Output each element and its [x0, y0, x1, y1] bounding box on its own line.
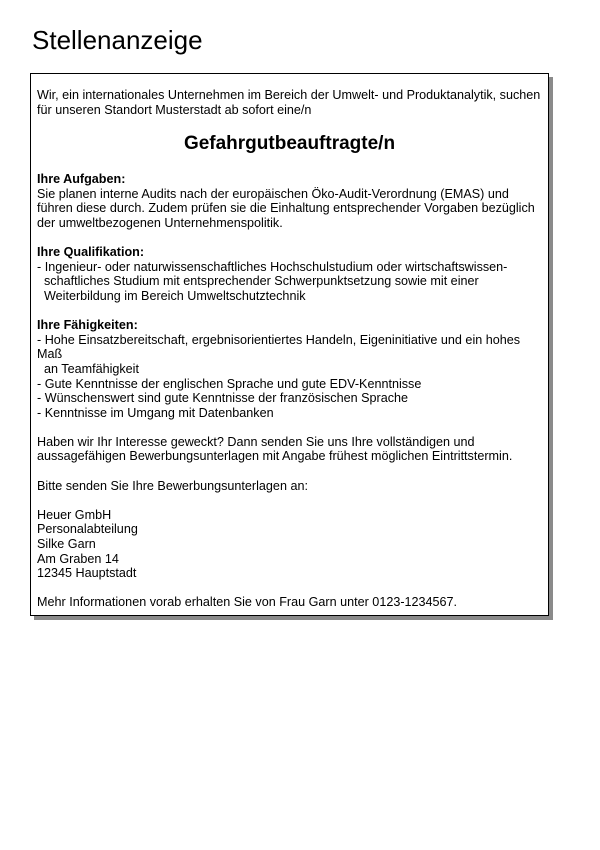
intro-text	[37, 88, 542, 117]
more-info-section	[37, 595, 542, 610]
skills-line: an Teamfähigkeit	[37, 361, 139, 376]
intro-line: Wir, ein internationales Unternehmen im Bereich der Umwelt- und Produktanalytik, suchen	[37, 88, 541, 102]
skills-line: Maß	[37, 347, 63, 362]
interest-section	[37, 435, 542, 464]
send-to-section	[37, 479, 542, 494]
tasks-line: führen diese durch. Zudem prüfen sie die Einhaltung entsprechender Vorgaben bezüglich	[37, 201, 535, 216]
skills-line: - Kenntnisse im Umgang mit Datenbanken	[37, 405, 274, 420]
tasks-heading: Ihre Aufgaben:	[37, 172, 126, 187]
address-city: 12345 Hauptstadt	[37, 566, 137, 581]
job-ad-box	[30, 73, 549, 616]
tasks-section	[37, 172, 542, 230]
skills-heading: Ihre Fähigkeiten:	[37, 318, 138, 333]
interest-line: Haben wir Ihr Interesse geweckt? Dann senden Sie uns Ihre vollständigen und	[37, 434, 475, 449]
more-info-text: Mehr Informationen vorab erhalten Sie von Frau Garn unter 0123-1234567.	[37, 595, 458, 610]
skills-section	[37, 318, 542, 420]
qualification-line: - Ingenieur- oder naturwissenschaftliches Hochschulstudium oder wirtschaftswissen-	[37, 259, 508, 274]
qualification-line: Weiterbildung im Bereich Umweltschutztechnik	[37, 288, 306, 303]
skills-line: - Wünschenswert sind gute Kenntnisse der französischen Sprache	[37, 391, 409, 406]
tasks-line: der umweltbezogenen Unternehmenspolitik.	[37, 215, 283, 230]
address-contact: Silke Garn	[37, 537, 96, 552]
qualification-section	[37, 245, 542, 303]
tasks-line: Sie planen interne Audits nach der europäischen Öko-Audit-Verordnung (EMAS) und	[37, 186, 509, 201]
intro-line: für unseren Standort Musterstadt ab sofort eine/n	[37, 102, 312, 117]
page-title: Stellenanzeige	[32, 25, 203, 55]
skills-line: - Hohe Einsatzbereitschaft, ergebnisorientiertes Handeln, Eigeninitiative und ein hohes	[37, 332, 521, 347]
job-title: Gefahrgutbeauftragte/n	[183, 133, 396, 155]
address-department: Personalabteilung	[37, 522, 138, 537]
qualification-heading: Ihre Qualifikation:	[37, 245, 145, 260]
skills-line: - Gute Kenntnisse der englischen Sprache und gute EDV-Kenntnisse	[37, 376, 422, 391]
qualification-line: schaftliches Studium mit entsprechender Schwerpunktsetzung sowie mit einer	[37, 274, 479, 289]
send-to-text: Bitte senden Sie Ihre Bewerbungsunterlagen an:	[37, 478, 308, 493]
address-company: Heuer GmbH	[37, 507, 112, 522]
address-block	[37, 508, 542, 581]
interest-line: aussagefähigen Bewerbungsunterlagen mit Angabe frühest möglichen Eintrittstermin.	[37, 449, 513, 464]
address-street: Am Graben 14	[37, 551, 119, 566]
